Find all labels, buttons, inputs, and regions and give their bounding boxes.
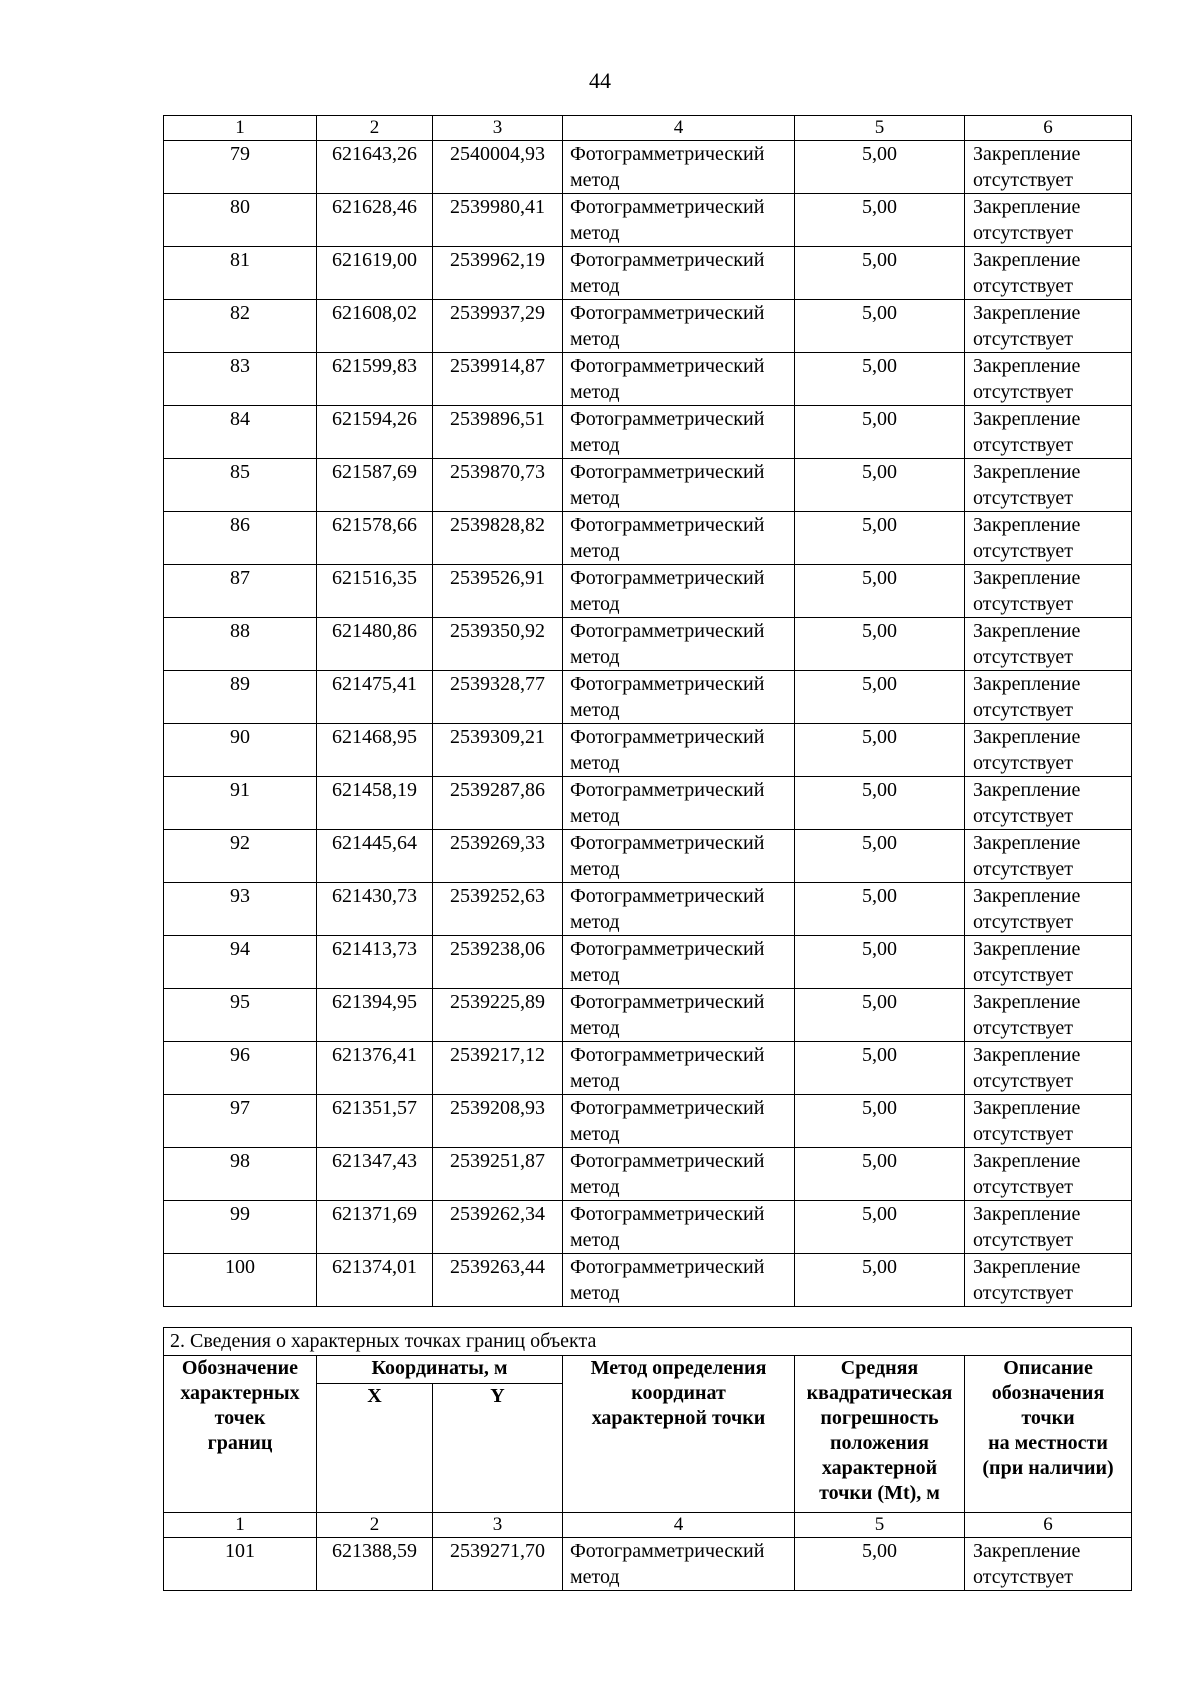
table-row — [164, 1042, 1132, 1095]
table-row — [164, 883, 1132, 936]
header-y: Y — [433, 1384, 563, 1513]
point-number-cell: 92 — [164, 830, 317, 883]
table-row — [164, 989, 1132, 1042]
y-coordinate-cell: 2539262,34 — [433, 1201, 563, 1254]
y-coordinate-cell: 2539896,51 — [433, 406, 563, 459]
mean-error-cell: 5,00 — [795, 1095, 965, 1148]
point-number-cell: 88 — [164, 618, 317, 671]
mean-error-cell: 5,00 — [795, 459, 965, 512]
point-number-cell: 90 — [164, 724, 317, 777]
x-coordinate-cell: 621430,73 — [317, 883, 433, 936]
x-coordinate-cell: 621413,73 — [317, 936, 433, 989]
mean-error-cell: 5,00 — [795, 671, 965, 724]
table-row — [164, 247, 1132, 300]
table-row — [164, 459, 1132, 512]
description-cell: Закрепление отсутствует — [965, 1254, 1132, 1307]
description-cell: Закрепление отсутствует — [965, 618, 1132, 671]
mean-error-cell: 5,00 — [795, 1042, 965, 1095]
column-number: 4 — [563, 1513, 795, 1538]
x-coordinate-cell: 621388,59 — [317, 1538, 433, 1591]
description-cell: Закрепление отсутствует — [965, 300, 1132, 353]
y-coordinate-cell: 2539350,92 — [433, 618, 563, 671]
y-coordinate-cell: 2539914,87 — [433, 353, 563, 406]
header-method: Метод определения координат характерной точки — [563, 1356, 795, 1513]
description-cell: Закрепление отсутствует — [965, 1095, 1132, 1148]
point-number-cell: 100 — [164, 1254, 317, 1307]
table-row — [164, 512, 1132, 565]
mean-error-cell: 5,00 — [795, 565, 965, 618]
method-cell: Фотограмметрический метод — [563, 1254, 795, 1307]
mean-error-cell: 5,00 — [795, 830, 965, 883]
description-cell: Закрепление отсутствует — [965, 512, 1132, 565]
x-coordinate-cell: 621480,86 — [317, 618, 433, 671]
y-coordinate-cell: 2539217,12 — [433, 1042, 563, 1095]
point-number-cell: 80 — [164, 194, 317, 247]
x-coordinate-cell: 621594,26 — [317, 406, 433, 459]
mean-error-cell: 5,00 — [795, 141, 965, 194]
method-cell: Фотограмметрический метод — [563, 989, 795, 1042]
method-cell: Фотограмметрический метод — [563, 1201, 795, 1254]
method-cell: Фотограмметрический метод — [563, 1042, 795, 1095]
description-cell: Закрепление отсутствует — [965, 406, 1132, 459]
x-coordinate-cell: 621628,46 — [317, 194, 433, 247]
point-number-cell: 94 — [164, 936, 317, 989]
column-number: 5 — [795, 116, 965, 141]
point-number-cell: 99 — [164, 1201, 317, 1254]
mean-error-cell: 5,00 — [795, 724, 965, 777]
mean-error-cell: 5,00 — [795, 300, 965, 353]
x-coordinate-cell: 621445,64 — [317, 830, 433, 883]
x-coordinate-cell: 621374,01 — [317, 1254, 433, 1307]
table-row — [164, 141, 1132, 194]
mean-error-cell: 5,00 — [795, 1254, 965, 1307]
table-row — [164, 724, 1132, 777]
mean-error-cell: 5,00 — [795, 1201, 965, 1254]
table-row — [164, 1148, 1132, 1201]
point-number-cell: 95 — [164, 989, 317, 1042]
point-number-cell: 82 — [164, 300, 317, 353]
table-row — [164, 1201, 1132, 1254]
table-row — [164, 300, 1132, 353]
mean-error-cell: 5,00 — [795, 512, 965, 565]
method-cell: Фотограмметрический метод — [563, 618, 795, 671]
description-cell: Закрепление отсутствует — [965, 1538, 1132, 1591]
boundary-points-table — [163, 1327, 1132, 1591]
table-row — [164, 194, 1132, 247]
x-coordinate-cell: 621371,69 — [317, 1201, 433, 1254]
y-coordinate-cell: 2539309,21 — [433, 724, 563, 777]
table-row — [164, 618, 1132, 671]
y-coordinate-cell: 2539208,93 — [433, 1095, 563, 1148]
column-number: 5 — [795, 1513, 965, 1538]
column-number: 2 — [317, 1513, 433, 1538]
y-coordinate-cell: 2539962,19 — [433, 247, 563, 300]
column-number-row — [164, 116, 1132, 141]
description-cell: Закрепление отсутствует — [965, 194, 1132, 247]
column-number: 6 — [965, 116, 1132, 141]
header-coordinates: Координаты, м — [317, 1356, 563, 1384]
mean-error-cell: 5,00 — [795, 406, 965, 459]
method-cell: Фотограмметрический метод — [563, 459, 795, 512]
point-number-cell: 83 — [164, 353, 317, 406]
y-coordinate-cell: 2539225,89 — [433, 989, 563, 1042]
y-coordinate-cell: 2539287,86 — [433, 777, 563, 830]
description-cell: Закрепление отсутствует — [965, 141, 1132, 194]
y-coordinate-cell: 2539238,06 — [433, 936, 563, 989]
description-cell: Закрепление отсутствует — [965, 830, 1132, 883]
method-cell: Фотограмметрический метод — [563, 353, 795, 406]
header-x: X — [317, 1384, 433, 1513]
description-cell: Закрепление отсутствует — [965, 565, 1132, 618]
column-number: 4 — [563, 116, 795, 141]
table-row — [164, 565, 1132, 618]
coordinates-table-continued — [163, 115, 1132, 1307]
description-cell: Закрепление отсутствует — [965, 777, 1132, 830]
point-number-cell: 87 — [164, 565, 317, 618]
mean-error-cell: 5,00 — [795, 989, 965, 1042]
table-row — [164, 1538, 1132, 1591]
description-cell: Закрепление отсутствует — [965, 1148, 1132, 1201]
method-cell: Фотограмметрический метод — [563, 936, 795, 989]
method-cell: Фотограмметрический метод — [563, 406, 795, 459]
y-coordinate-cell: 2539828,82 — [433, 512, 563, 565]
y-coordinate-cell: 2539937,29 — [433, 300, 563, 353]
method-cell: Фотограмметрический метод — [563, 194, 795, 247]
mean-error-cell: 5,00 — [795, 618, 965, 671]
x-coordinate-cell: 621394,95 — [317, 989, 433, 1042]
mean-error-cell: 5,00 — [795, 883, 965, 936]
header-row — [164, 1356, 1132, 1384]
column-number: 1 — [164, 1513, 317, 1538]
table-row — [164, 777, 1132, 830]
section-title-row — [164, 1328, 1132, 1356]
x-coordinate-cell: 621619,00 — [317, 247, 433, 300]
y-coordinate-cell: 2539980,41 — [433, 194, 563, 247]
header-mean-error: Средняя квадратическая погрешность положения характерной точки (Mt), м — [795, 1356, 965, 1513]
x-coordinate-cell: 621468,95 — [317, 724, 433, 777]
method-cell: Фотограмметрический метод — [563, 777, 795, 830]
y-coordinate-cell: 2539269,33 — [433, 830, 563, 883]
page-number: 44 — [589, 68, 611, 93]
x-coordinate-cell: 621578,66 — [317, 512, 433, 565]
x-coordinate-cell: 621608,02 — [317, 300, 433, 353]
description-cell: Закрепление отсутствует — [965, 989, 1132, 1042]
point-number-cell: 89 — [164, 671, 317, 724]
point-number-cell: 79 — [164, 141, 317, 194]
x-coordinate-cell: 621458,19 — [317, 777, 433, 830]
table-row — [164, 353, 1132, 406]
description-cell: Закрепление отсутствует — [965, 1042, 1132, 1095]
description-cell: Закрепление отсутствует — [965, 671, 1132, 724]
method-cell: Фотограмметрический метод — [563, 300, 795, 353]
point-number-cell: 101 — [164, 1538, 317, 1591]
point-number-cell: 96 — [164, 1042, 317, 1095]
table-row — [164, 1095, 1132, 1148]
column-number: 3 — [433, 1513, 563, 1538]
column-number: 1 — [164, 116, 317, 141]
header-point-designation: Обозначение характерных точек границ — [164, 1356, 317, 1513]
x-coordinate-cell: 621351,57 — [317, 1095, 433, 1148]
y-coordinate-cell: 2539263,44 — [433, 1254, 563, 1307]
column-number-row — [164, 1513, 1132, 1538]
point-number-cell: 86 — [164, 512, 317, 565]
mean-error-cell: 5,00 — [795, 247, 965, 300]
method-cell: Фотограмметрический метод — [563, 1148, 795, 1201]
column-number: 6 — [965, 1513, 1132, 1538]
method-cell: Фотограмметрический метод — [563, 671, 795, 724]
point-number-cell: 93 — [164, 883, 317, 936]
method-cell: Фотограмметрический метод — [563, 724, 795, 777]
x-coordinate-cell: 621475,41 — [317, 671, 433, 724]
point-number-cell: 97 — [164, 1095, 317, 1148]
x-coordinate-cell: 621599,83 — [317, 353, 433, 406]
table-row — [164, 406, 1132, 459]
table-row — [164, 830, 1132, 883]
description-cell: Закрепление отсутствует — [965, 459, 1132, 512]
mean-error-cell: 5,00 — [795, 353, 965, 406]
table-row — [164, 936, 1132, 989]
x-coordinate-cell: 621347,43 — [317, 1148, 433, 1201]
point-number-cell: 84 — [164, 406, 317, 459]
column-number: 3 — [433, 116, 563, 141]
point-number-cell: 85 — [164, 459, 317, 512]
x-coordinate-cell: 621516,35 — [317, 565, 433, 618]
x-coordinate-cell: 621643,26 — [317, 141, 433, 194]
y-coordinate-cell: 2540004,93 — [433, 141, 563, 194]
method-cell: Фотограмметрический метод — [563, 830, 795, 883]
method-cell: Фотограмметрический метод — [563, 565, 795, 618]
method-cell: Фотограмметрический метод — [563, 883, 795, 936]
mean-error-cell: 5,00 — [795, 777, 965, 830]
method-cell: Фотограмметрический метод — [563, 1095, 795, 1148]
point-number-cell: 91 — [164, 777, 317, 830]
y-coordinate-cell: 2539252,63 — [433, 883, 563, 936]
method-cell: Фотограмметрический метод — [563, 141, 795, 194]
description-cell: Закрепление отсутствует — [965, 883, 1132, 936]
method-cell: Фотограмметрический метод — [563, 247, 795, 300]
y-coordinate-cell: 2539870,73 — [433, 459, 563, 512]
description-cell: Закрепление отсутствует — [965, 724, 1132, 777]
column-number: 2 — [317, 116, 433, 141]
method-cell: Фотограмметрический метод — [563, 1538, 795, 1591]
section-title: 2. Сведения о характерных точках границ объекта — [164, 1328, 1132, 1356]
x-coordinate-cell: 621587,69 — [317, 459, 433, 512]
x-coordinate-cell: 621376,41 — [317, 1042, 433, 1095]
table-row — [164, 1254, 1132, 1307]
header-description: Описание обозначения точки на местности (при наличии) — [965, 1356, 1132, 1513]
description-cell: Закрепление отсутствует — [965, 1201, 1132, 1254]
description-cell: Закрепление отсутствует — [965, 353, 1132, 406]
table-row — [164, 671, 1132, 724]
description-cell: Закрепление отсутствует — [965, 247, 1132, 300]
point-number-cell: 81 — [164, 247, 317, 300]
mean-error-cell: 5,00 — [795, 1148, 965, 1201]
y-coordinate-cell: 2539526,91 — [433, 565, 563, 618]
mean-error-cell: 5,00 — [795, 1538, 965, 1591]
y-coordinate-cell: 2539271,70 — [433, 1538, 563, 1591]
mean-error-cell: 5,00 — [795, 936, 965, 989]
mean-error-cell: 5,00 — [795, 194, 965, 247]
method-cell: Фотограмметрический метод — [563, 512, 795, 565]
y-coordinate-cell: 2539328,77 — [433, 671, 563, 724]
point-number-cell: 98 — [164, 1148, 317, 1201]
y-coordinate-cell: 2539251,87 — [433, 1148, 563, 1201]
description-cell: Закрепление отсутствует — [965, 936, 1132, 989]
